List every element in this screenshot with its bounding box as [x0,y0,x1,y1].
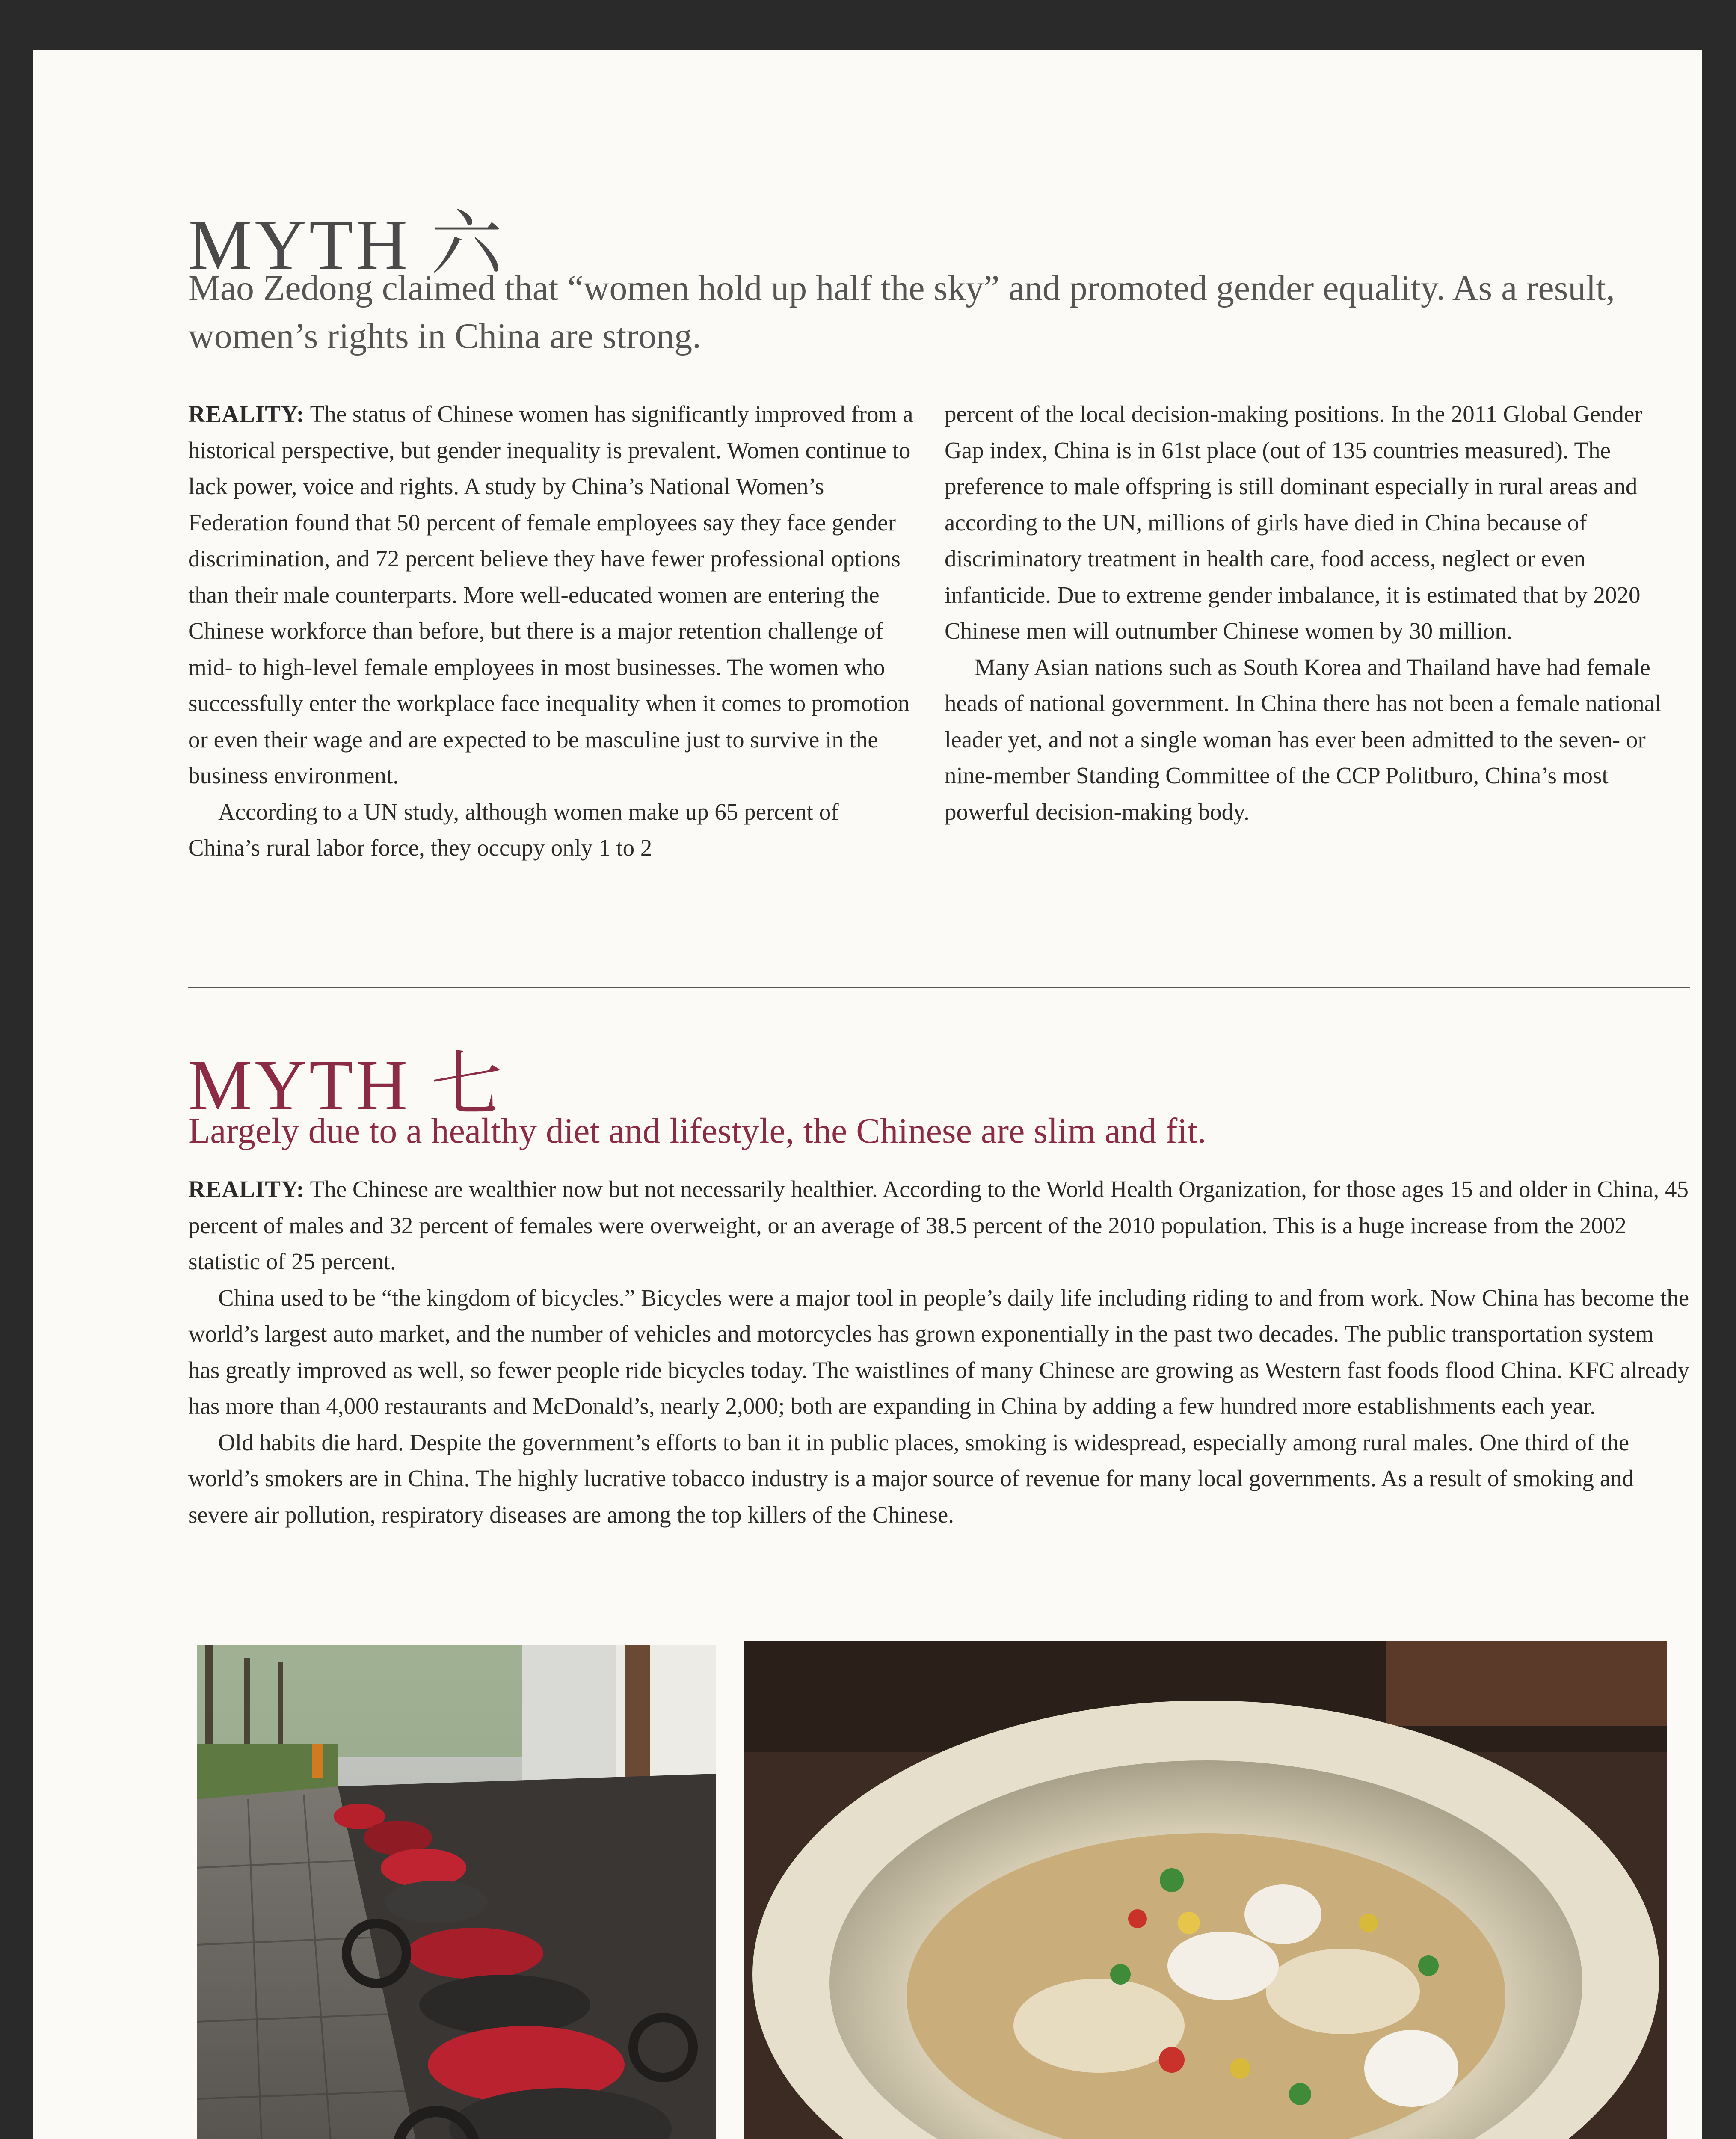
myth6-paragraph-2: According to a UN study, although women make up 65 percent of China’s rural labor force, they occupy only 1 to 2 [188,798,839,861]
myth7-paragraph-3: Old habits die hard. Despite the government’s efforts to ban it in public places, smoking is widespread, especially among rural males. One third of the world’s smokers are in China. The highly lucrative tobacco industry is a major source of revenue for many local governments. As a result of smoking and severe air pollution, respiratory diseases are among the top killers of the Chinese. [188,1429,1634,1528]
myth6-paragraph-3: Many Asian nations such as South Korea and Thailand have had female heads of national government. In China there has not been a female national leader yet, and not a single woman has ever been admitted to the seven- or nine-member Standing Committee of the CCP Politburo, China’s most powerful decision-making body. [945,654,1662,825]
magazine-page [33,50,1702,2139]
myth6-reality-label: REALITY: [188,401,305,427]
myth6-subtitle: Mao Zedong claimed that “women hold up half the sky” and promoted gender equality. As a result, women’s rights in China are strong. [188,268,1615,356]
myth6-paragraph-1 [188,396,915,794]
myth7-paragraph-1-text: The Chinese are wealthier now but not necessarily healthier. According to the World Health Organization, for those ages 15 and older in China, 45 percent of males and 32 percent of females were overweight, or an average of 38.5 percent of the 2010 population. This is a huge increase from the 2002 statistic of 25 percent. [188,1176,1689,1274]
myth7-paragraph-1 [188,1171,1690,1280]
myth7-reality-label: REALITY: [188,1176,305,1202]
myth6-column-right [945,396,1672,830]
myth6-paragraph-1-text: The status of Chinese women has significantly improved from a historical perspective, but gender inequality is prevalent. Women continue to lack power, voice and rights. A study by China’s National Women’s Federation found that 50 percent of female employees say they face gender discrimination, and 72 percent believe they have fewer professional options than their male counterparts. More well-educated women are entering the Chinese workforce than before, but there is a major retention challenge of mid- to high-level female employees in most businesses. The women who successfully enter the workplace face inequality when it comes to promotion or even their wage and are expected to be masculine just to survive in the business environment. [188,401,913,788]
myth7-body [188,1171,1690,1533]
myth6-paragraph-2-continued: percent of the local decision-making positions. In the 2011 Global Gender Gap index, China is in 61st place (out of 135 countries measured). The preference to male offspring is still dominant especially in rural areas and according to the UN, millions of girls have died in China because of discriminatory treatment in health care, food access, neglect or even infanticide. Due to extreme gender imbalance, it is estimated that by 2020 Chinese men will outnumber Chinese women by 30 million. [945,401,1642,644]
clay-pot-food-photo [744,1641,1667,2139]
myth7-subtitle: Largely due to a healthy diet and lifestyle, the Chinese are slim and fit. [188,1111,1207,1151]
motorcycles-street-photo [197,1645,716,2139]
section-divider [188,987,1690,988]
myth6-title: MYTH 六 [188,205,505,284]
myth7-title: MYTH 七 [188,1046,505,1125]
myth6-column-left [188,396,915,866]
myth7-paragraph-2: China used to be “the kingdom of bicycles.” Bicycles were a major tool in people’s daily life including riding to and from work. Now China has become the world’s largest auto market, and the number of vehicles and motorcycles has grown exponentially in the past two decades. The public transportation system has greatly improved as well, so fewer people ride bicycles today. The waistlines of many Chinese are growing as Western fast foods flood China. KFC already has more than 4,000 restaurants and McDonald’s, nearly 2,000; both are expanding in China by adding a few hundred more establishments each year. [188,1284,1690,1419]
